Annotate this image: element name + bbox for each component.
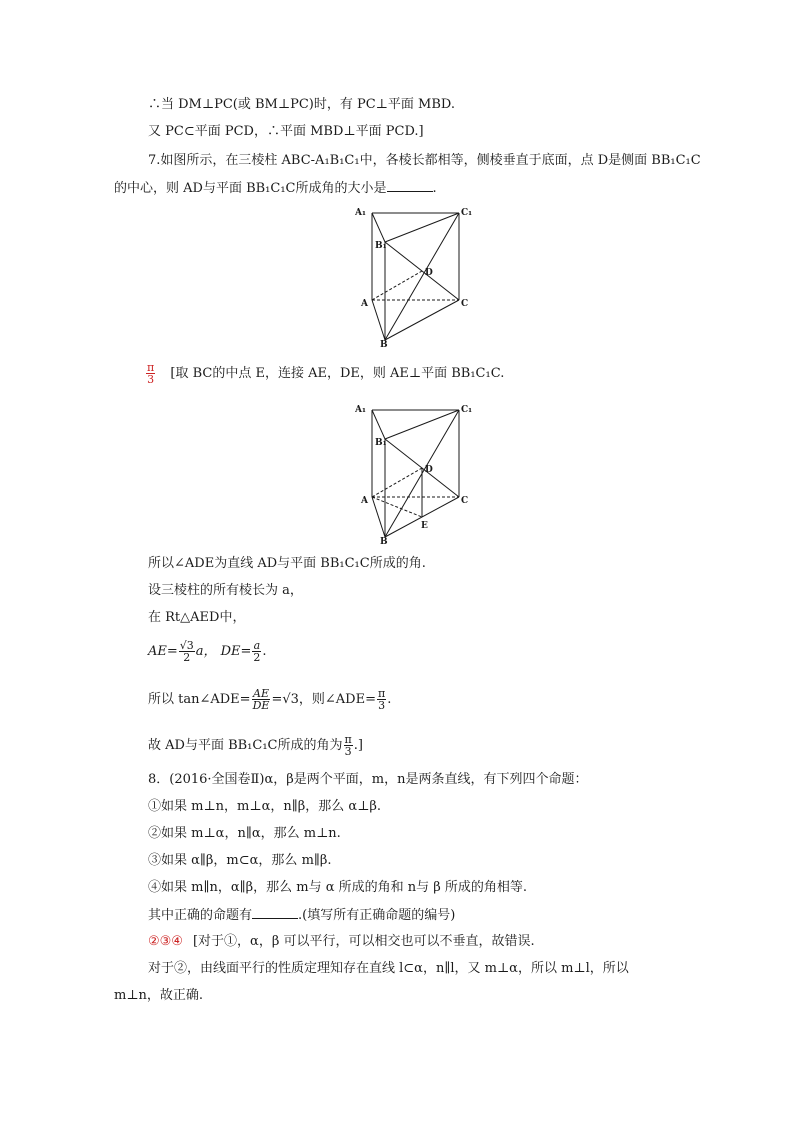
label-d: D: [425, 268, 433, 278]
fraction-pi-over-3: $\frac{\pi}{3}$: [344, 733, 352, 758]
answer-7-text: [取 BC的中点 E，连接 AE，DE，则 AE⊥平面 BB₁C₁C.: [170, 366, 505, 381]
question-8-line: 8．(2016·全国卷Ⅱ)α，β是两个平面，m，n是两条直线，有下列四个命题：: [148, 772, 588, 787]
label-a1: A₁: [355, 208, 366, 218]
answer-blank: [387, 179, 433, 192]
answer-7-fraction: $\frac{\pi}{3}$: [147, 361, 155, 386]
label-b: B: [380, 537, 388, 544]
solution-line-2: 设三棱柱的所有棱长为 a，: [148, 583, 303, 598]
label-b: B: [380, 340, 388, 347]
proposition-3: ③如果 α∥β，m⊂α，那么 m∥β.: [148, 853, 332, 868]
solution-line-3: 在 Rt△AED中，: [148, 610, 246, 625]
solution-line-5: 所以 tan∠ADE= $\frac{AE}{DE}$ =√3，则∠ADE= $\frac{\pi}{3}$ .: [148, 687, 392, 712]
label-e: E: [421, 521, 428, 531]
fraction-ae-over-de: $\frac{AE}{DE}$: [252, 687, 270, 712]
explanation-line-2: m⊥n，故正确.: [114, 988, 204, 1003]
label-c: C: [461, 299, 469, 309]
answer-8-text: [对于①，α，β 可以平行，可以相交也可以不垂直，故错误.: [192, 934, 535, 949]
answer-blank: [252, 906, 298, 919]
proposition-2: ②如果 m⊥α，n∥α，那么 m⊥n.: [148, 826, 341, 841]
prism-figure-2: [355, 402, 475, 544]
label-c1: C₁: [461, 405, 473, 415]
label-b1: B₁: [375, 438, 387, 448]
question-7-text: 的中心，则 AD与平面 BB₁C₁C所成角的大小是: [114, 181, 387, 196]
prism-figure-1: [355, 205, 475, 347]
text-line-1: ∴当 DM⊥PC(或 BM⊥PC)时，有 PC⊥平面 MBD.: [148, 97, 455, 112]
solution-line-4: AE= $\frac{√3}{2}$ a， DE= $\frac{a}{2}$ .: [148, 639, 267, 664]
fraction-sqrt3-over-2: $\frac{√3}{2}$: [179, 639, 194, 664]
solution-line-1: 所以∠ADE为直线 AD与平面 BB₁C₁C所成的角.: [148, 556, 426, 571]
question-7-line-2: 的中心，则 AD与平面 BB₁C₁C所成角的大小是 .: [114, 181, 437, 196]
explanation-line-1: 对于②，由线面平行的性质定理知存在直线 l⊂α，n∥l，又 m⊥α，所以 m⊥l，所以: [148, 961, 629, 976]
text-line-2: 又 PC⊂平面 PCD，∴平面 MBD⊥平面 PCD.]: [148, 124, 424, 139]
answer-7-line: [145, 362, 504, 385]
fraction-pi-over-3: $\frac{\pi}{3}$: [377, 687, 386, 712]
fraction-a-over-2: $\frac{a}{2}$: [253, 639, 261, 664]
label-a: A: [361, 496, 368, 506]
label-c: C: [461, 496, 469, 506]
answer-8-line: [148, 933, 535, 951]
label-a: A: [361, 299, 368, 309]
label-c1: C₁: [461, 208, 473, 218]
solution-line-6: 故 AD与平面 BB₁C₁C所成的角为 $\frac{\pi}{3}$ .]: [148, 733, 363, 758]
question-8-prompt: 其中正确的命题有 .(填写所有正确命题的编号): [148, 908, 456, 923]
label-d: D: [425, 465, 433, 475]
answer-8: ②③④: [148, 934, 183, 949]
proposition-4: ④如果 m∥n，α∥β，那么 m与 α 所成的角和 n与 β 所成的角相等.: [148, 880, 528, 895]
question-7-line-1: 7.如图所示，在三棱柱 ABC-A₁B₁C₁中，各棱长都相等，侧棱垂直于底面，点 D是侧面 BB₁C₁C: [148, 153, 701, 168]
label-a1: A₁: [355, 405, 366, 415]
label-b1: B₁: [375, 241, 387, 251]
proposition-1: ①如果 m⊥n，m⊥α，n∥β，那么 α⊥β.: [148, 799, 382, 814]
